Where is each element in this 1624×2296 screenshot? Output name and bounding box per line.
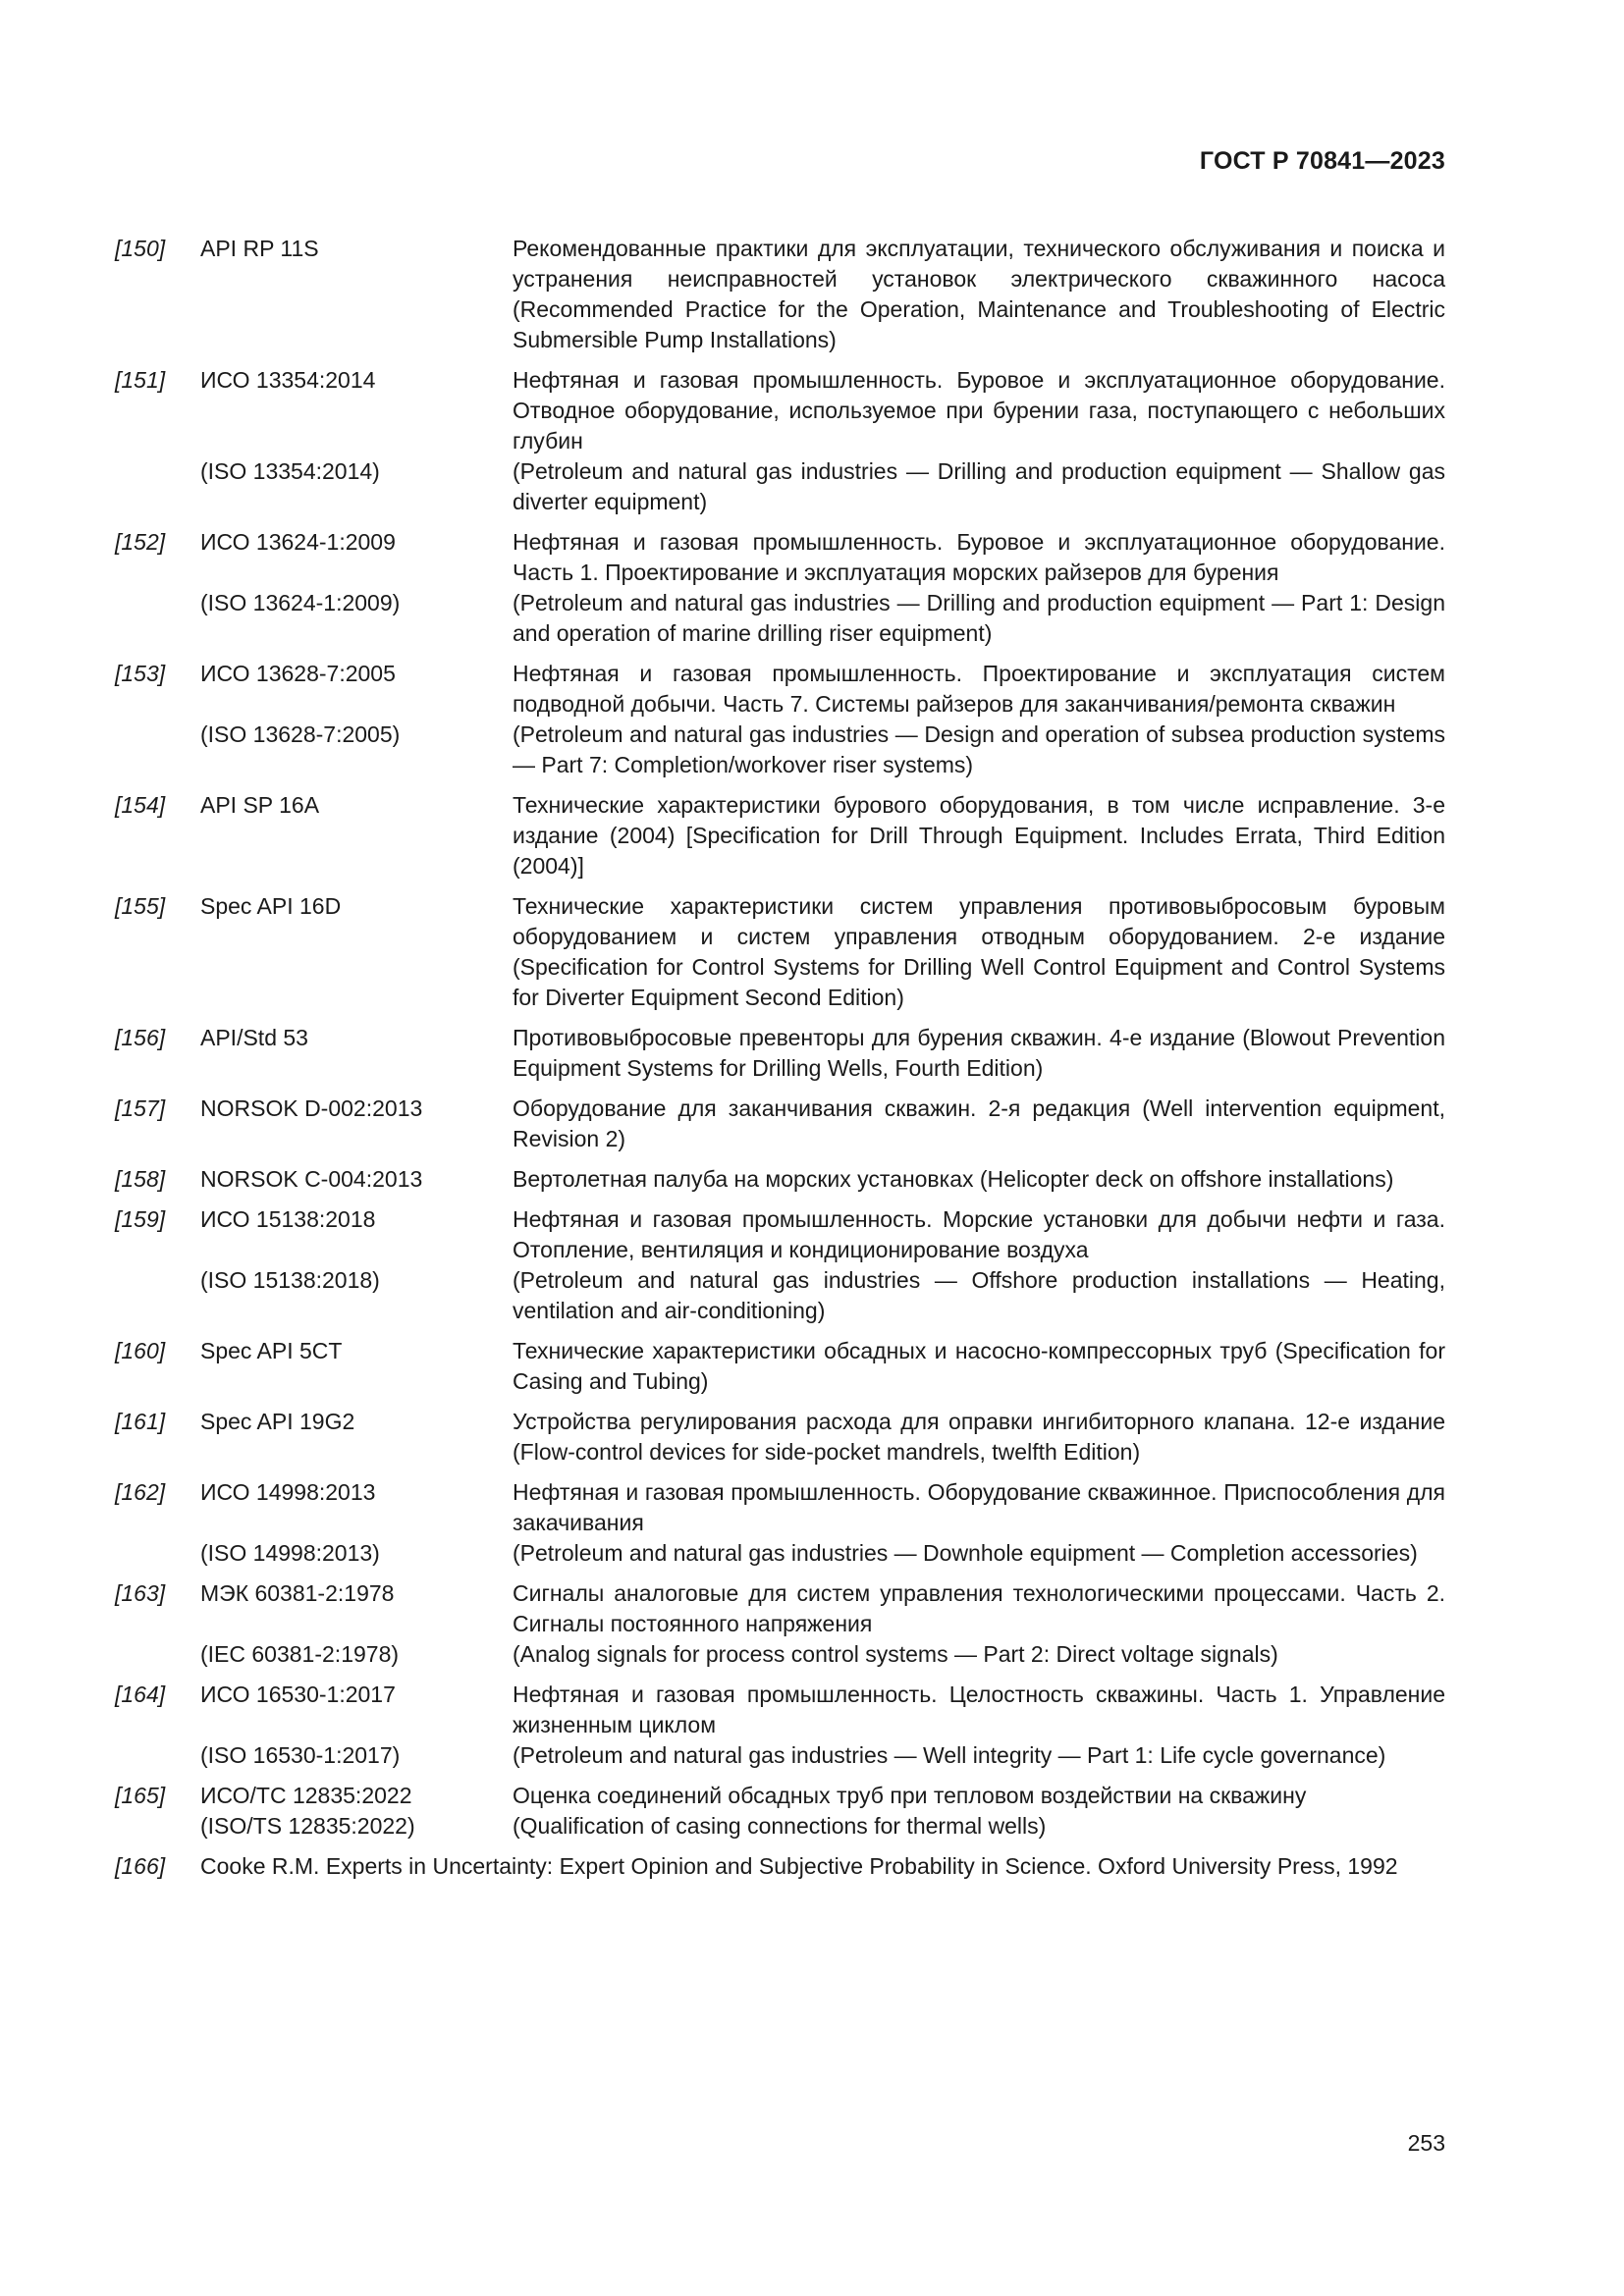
reference-alt-title: (Petroleum and natural gas industries — Drilling and production equipment — Shallow gas diverter equipment) (513, 458, 1445, 514)
reference-code: Spec API 19G2 (200, 1409, 355, 1434)
reference-165 (115, 1781, 1445, 1842)
reference-number: [153] (115, 661, 166, 686)
reference-alt-title: (Petroleum and natural gas industries — Offshore production installations — Heating, ventilation and air-conditioning) (513, 1267, 1445, 1323)
reference-code: API/Std 53 (200, 1025, 308, 1050)
reference-code: NORSOK C-004:2013 (200, 1166, 423, 1192)
reference-156 (115, 1023, 1445, 1084)
reference-alt-title: (Petroleum and natural gas industries — Drilling and production equipment — Part 1: Design and operation of marine drilling riser equipment) (513, 590, 1445, 646)
reference-code: Spec API 16D (200, 893, 342, 919)
reference-155 (115, 891, 1445, 1013)
reference-number: [154] (115, 792, 166, 818)
reference-title: Технические характеристики обсадных и насосно-компрессорных труб (Specification for Casing and Tubing) (513, 1338, 1445, 1394)
reference-title: Технические характеристики систем управления противовыбросовым буровым оборудованием и систем управления отводным оборудованием. 2-е издание (Specification for Control Systems for Drilling Well Control Equipment and Control Systems for Diverter Equipment Second Edition) (513, 893, 1445, 1010)
reference-number: [166] (115, 1853, 166, 1879)
page-number: 253 (1407, 2130, 1445, 2156)
reference-title: Сигналы аналоговые для систем управления технологическими процессами. Часть 2. Сигналы постоянного напряжения (513, 1580, 1445, 1636)
reference-code: NORSOK D-002:2013 (200, 1095, 423, 1121)
reference-title: Нефтяная и газовая промышленность. Буровое и эксплуатационное оборудование. Отводное оборудование, используемое при бурении газа, поступающего с небольших глубин (513, 367, 1445, 454)
reference-number: [160] (115, 1338, 166, 1363)
reference-code: API SP 16A (200, 792, 320, 818)
reference-number: [161] (115, 1409, 166, 1434)
reference-title: Нефтяная и газовая промышленность. Оборудование скважинное. Приспособления для закачивания (513, 1479, 1445, 1535)
reference-title: Рекомендованные практики для эксплуатации, технического обслуживания и поиска и устранения неисправностей установок электрического скважинного насоса (Recommended Practice for the Operation, Maintenance and Troubleshooting of Electric Submersible Pump Installations) (513, 236, 1445, 352)
reference-158 (115, 1164, 1445, 1195)
reference-161 (115, 1407, 1445, 1468)
reference-code: API RP 11S (200, 236, 319, 261)
reference-number: [157] (115, 1095, 166, 1121)
reference-alt-code: (ISO 13624-1:2009) (200, 590, 401, 615)
reference-153 (115, 659, 1445, 780)
reference-title: Устройства регулирования расхода для оправки ингибиторного клапана. 12-е издание (Flow-control devices for side-pocket mandrels, twelfth Edition) (513, 1409, 1445, 1465)
reference-title: Нефтяная и газовая промышленность. Буровое и эксплуатационное оборудование. Часть 1. Проектирование и эксплуатация морских райзеров для бурения (513, 529, 1445, 585)
reference-title: Нефтяная и газовая промышленность. Проектирование и эксплуатация систем подводной добычи. Часть 7. Системы райзеров для заканчивания/ремонта скважин (513, 661, 1445, 717)
reference-code: ИСО 13624-1:2009 (200, 529, 396, 555)
reference-title: Нефтяная и газовая промышленность. Морские установки для добычи нефти и газа. Отопление, вентиляция и кондиционирование воздуха (513, 1206, 1445, 1262)
reference-152 (115, 527, 1445, 649)
reference-164 (115, 1680, 1445, 1771)
reference-code: Spec API 5CT (200, 1338, 343, 1363)
reference-157 (115, 1094, 1445, 1154)
reference-alt-title: (Analog signals for process control systems — Part 2: Direct voltage signals) (513, 1641, 1278, 1667)
reference-number: [159] (115, 1206, 166, 1232)
reference-alt-code: (ISO 13354:2014) (200, 458, 380, 484)
reference-alt-code: (ISO/TS 12835:2022) (200, 1813, 415, 1839)
reference-number: [151] (115, 367, 166, 393)
reference-alt-code: (ISO 16530-1:2017) (200, 1742, 401, 1768)
document-header: ГОСТ Р 70841—2023 (1199, 147, 1445, 175)
reference-150 (115, 234, 1445, 355)
reference-number: [155] (115, 893, 166, 919)
reference-number: [156] (115, 1025, 166, 1050)
reference-alt-code: (ISO 13628-7:2005) (200, 721, 401, 747)
reference-162 (115, 1477, 1445, 1569)
reference-number: [162] (115, 1479, 166, 1505)
reference-code: ИСО 13628-7:2005 (200, 661, 396, 686)
bibliography-list (115, 234, 1445, 1892)
reference-number: [163] (115, 1580, 166, 1606)
reference-alt-code: (IEC 60381-2:1978) (200, 1641, 400, 1667)
reference-alt-code: (ISO 14998:2013) (200, 1540, 380, 1566)
reference-code: ИСО/ТС 12835:2022 (200, 1783, 412, 1808)
reference-code: МЭК 60381-2:1978 (200, 1580, 395, 1606)
reference-alt-title: (Qualification of casing connections for thermal wells) (513, 1813, 1047, 1839)
reference-alt-title: (Petroleum and natural gas industries — Design and operation of subsea production systems — Part 7: Completion/workover riser systems) (513, 721, 1445, 777)
reference-title: Противовыбросовые превенторы для бурения скважин. 4-е издание (Blowout Prevention Equipment Systems for Drilling Wells, Fourth Edition) (513, 1025, 1445, 1081)
reference-154 (115, 790, 1445, 881)
reference-title: Технические характеристики бурового оборудования, в том числе исправление. 3-е издание (2004) [Specification for Drill Through Equipment. Includes Errata, Third Edition (2004)] (513, 792, 1445, 879)
reference-code: ИСО 16530-1:2017 (200, 1682, 396, 1707)
reference-title: Нефтяная и газовая промышленность. Целостность скважины. Часть 1. Управление жизненным циклом (513, 1682, 1445, 1737)
reference-number: [150] (115, 236, 166, 261)
reference-number: [158] (115, 1166, 166, 1192)
reference-title: Вертолетная палуба на морских установках (Helicopter deck on offshore installations) (513, 1166, 1394, 1192)
reference-151 (115, 365, 1445, 517)
reference-159 (115, 1204, 1445, 1326)
reference-title: Оборудование для заканчивания скважин. 2-я редакция (Well intervention equipment, Revision 2) (513, 1095, 1445, 1151)
reference-full-text: Cooke R.M. Experts in Uncertainty: Expert Opinion and Subjective Probability in Science. Oxford University Press, 1992 (200, 1853, 1398, 1879)
reference-163 (115, 1578, 1445, 1670)
reference-number: [164] (115, 1682, 166, 1707)
reference-number: [165] (115, 1783, 166, 1808)
reference-166 (115, 1851, 1445, 1882)
reference-code: ИСО 13354:2014 (200, 367, 376, 393)
reference-alt-title: (Petroleum and natural gas industries — Downhole equipment — Completion accessories) (513, 1540, 1418, 1566)
reference-alt-code: (ISO 15138:2018) (200, 1267, 380, 1293)
reference-alt-title: (Petroleum and natural gas industries — Well integrity — Part 1: Life cycle governance) (513, 1742, 1386, 1768)
reference-160 (115, 1336, 1445, 1397)
reference-number: [152] (115, 529, 166, 555)
reference-code: ИСО 14998:2013 (200, 1479, 376, 1505)
reference-code: ИСО 15138:2018 (200, 1206, 376, 1232)
reference-title: Оценка соединений обсадных труб при тепловом воздействии на скважину (513, 1783, 1307, 1808)
